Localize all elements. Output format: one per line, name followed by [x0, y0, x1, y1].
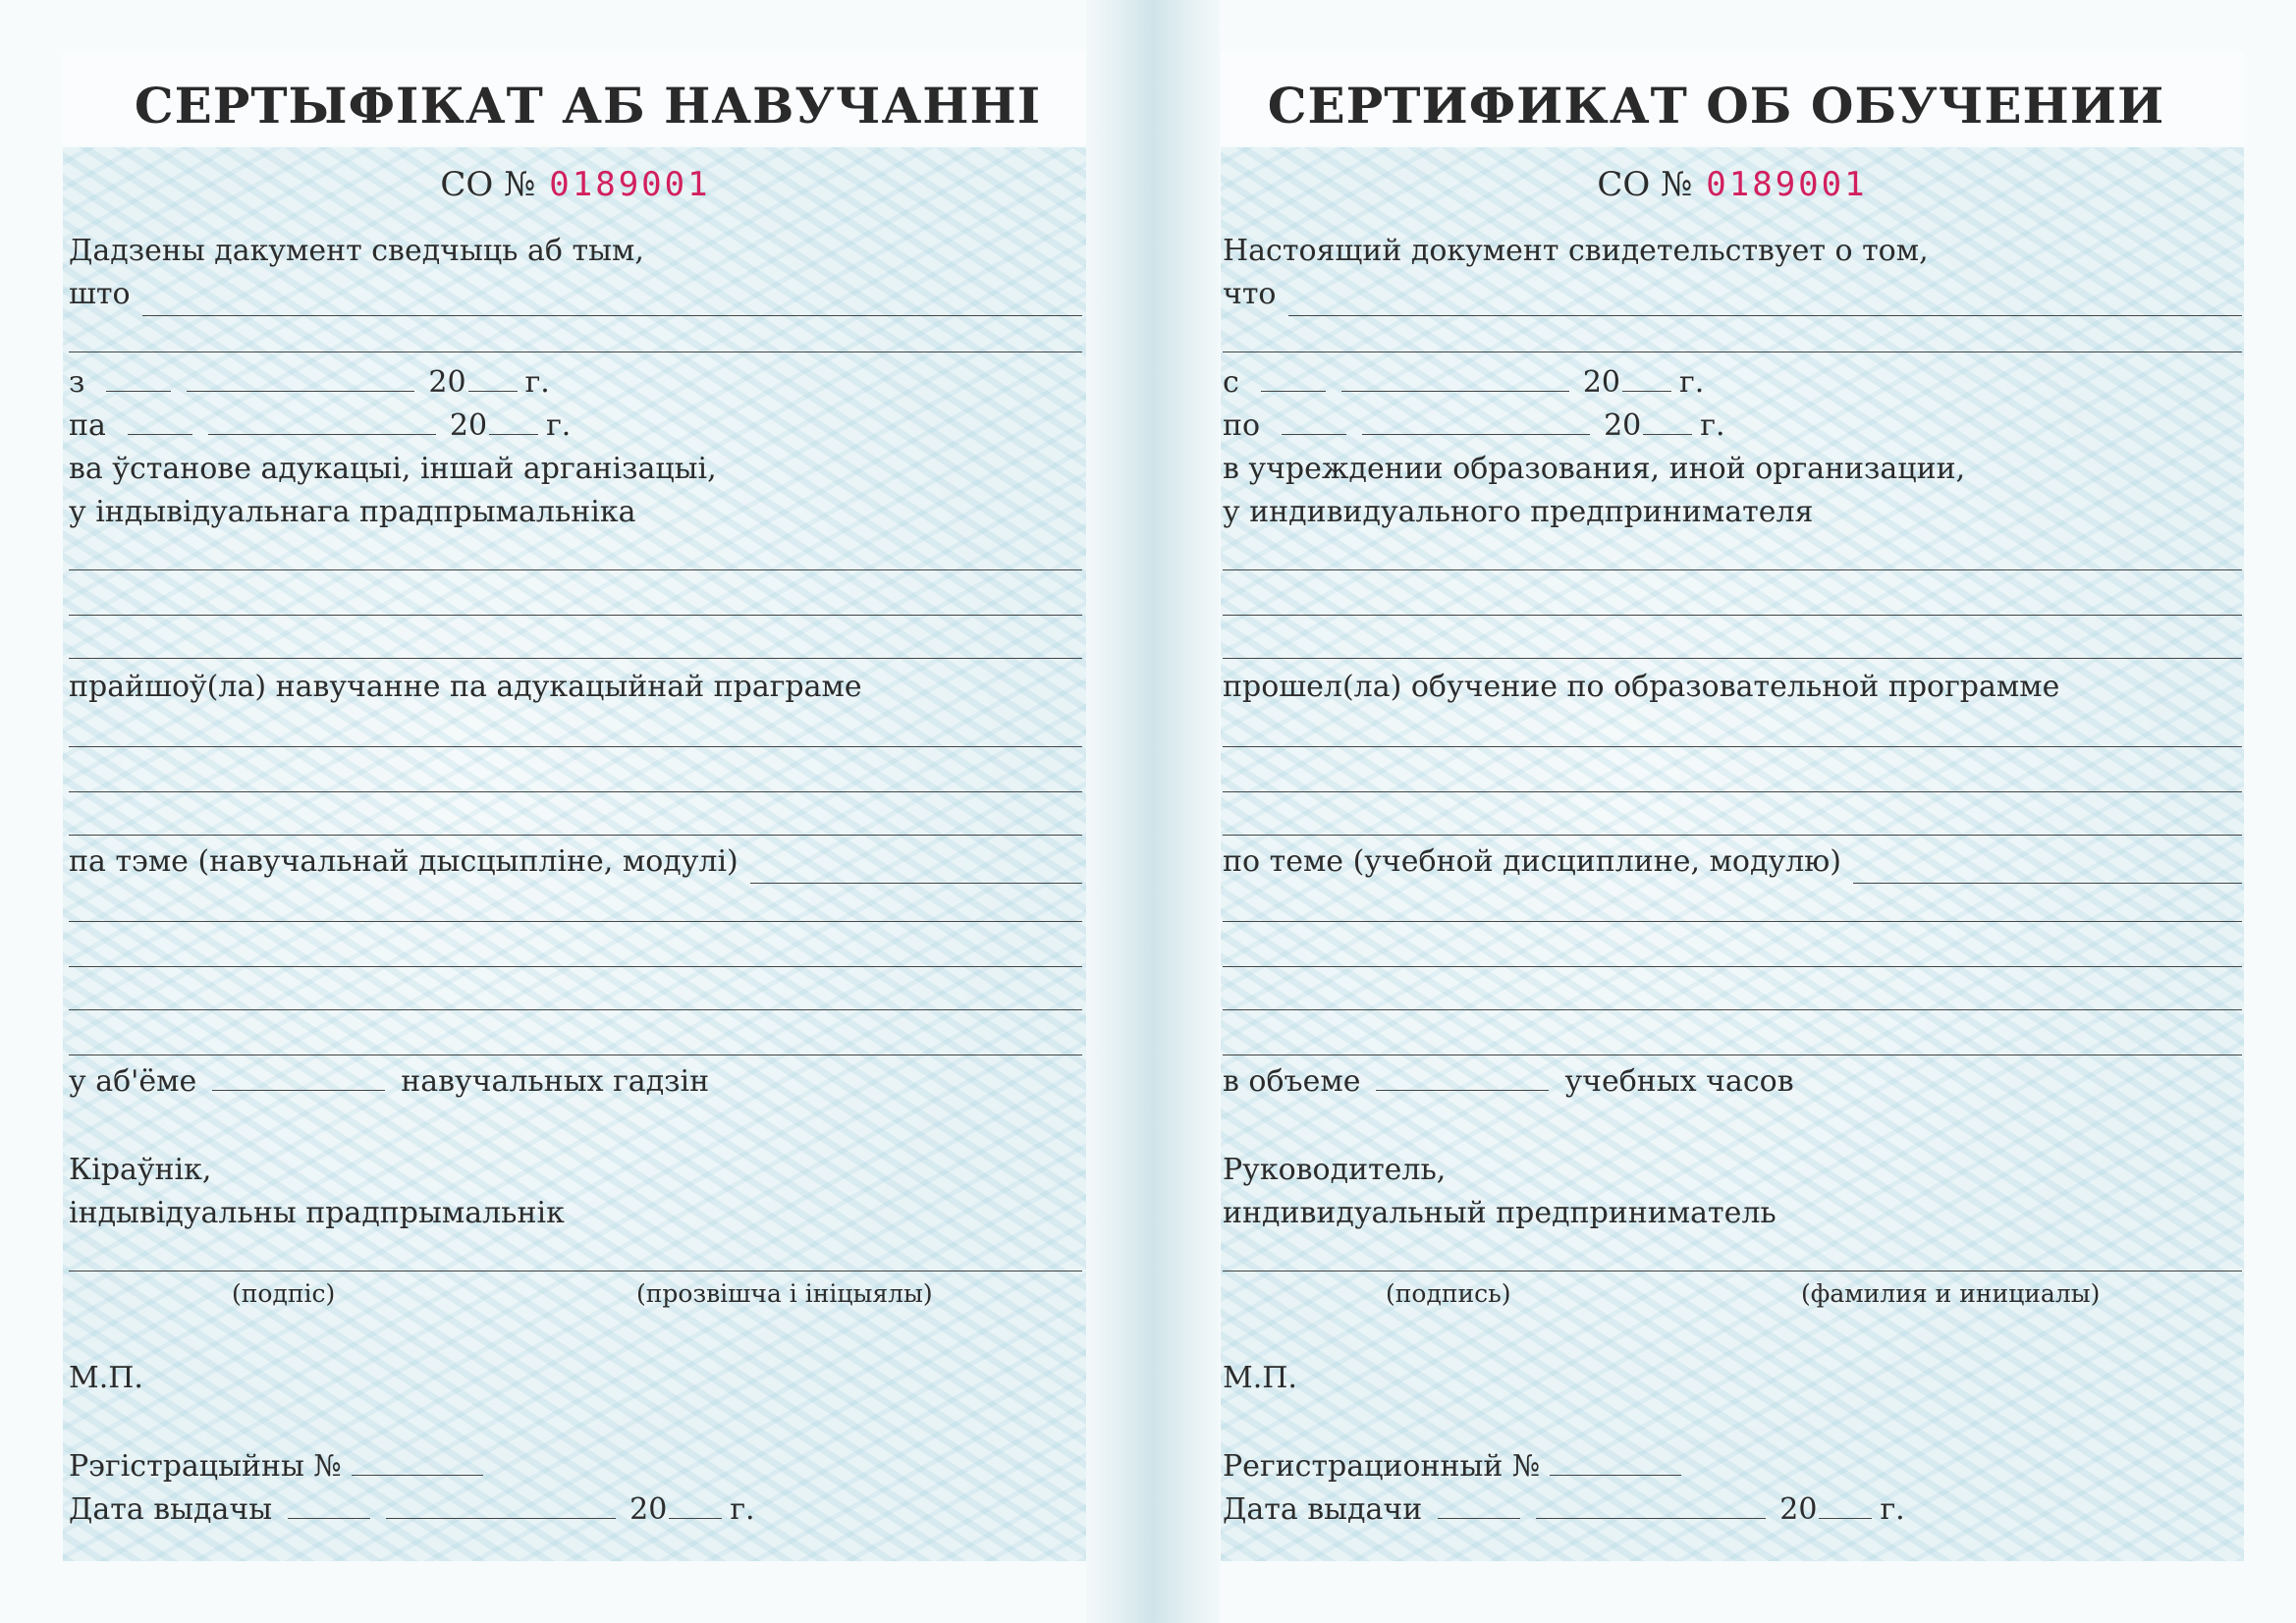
date-from-year-field[interactable] [1622, 361, 1671, 392]
date-to-label: па [69, 408, 106, 443]
head-title: Кіраўнік, [69, 1153, 212, 1187]
institution-field-1[interactable] [69, 569, 1082, 570]
seal-label: М.П. [1223, 1361, 1297, 1395]
certificate-number [1223, 163, 2242, 206]
date-to-year-prefix: 20 [1604, 408, 1642, 443]
certificate-number [69, 163, 1082, 206]
name-caption: (прозвішча і ініцыялы) [636, 1279, 933, 1308]
issue-year-prefix: 20 [1779, 1492, 1818, 1527]
registration-row [1223, 1445, 2242, 1488]
program-field-2[interactable] [1223, 791, 2242, 792]
date-to-day-field[interactable] [128, 405, 192, 435]
volume-row [69, 1060, 1082, 1104]
recipient-label: што [69, 277, 131, 311]
topic-field-4[interactable] [1223, 1009, 2242, 1010]
name-caption: (фамилия и инициалы) [1801, 1279, 2101, 1308]
volume-label: в объеме [1223, 1064, 1361, 1099]
issue-date-row [1223, 1488, 2242, 1532]
volume-suffix: учебных часов [1564, 1064, 1794, 1099]
topic-label: па тэме (навучальнай дысцыпліне, модулі) [69, 844, 738, 879]
issue-year-suffix: г. [1880, 1492, 1905, 1527]
topic-field-2[interactable] [1223, 921, 2242, 922]
date-from-month-field[interactable] [187, 361, 414, 392]
date-from-label: с [1223, 365, 1239, 400]
volume-row [1223, 1060, 2242, 1104]
program-field-3[interactable] [1223, 835, 2242, 836]
issue-date-row [69, 1488, 1082, 1532]
date-from-year-suffix: г. [1679, 365, 1705, 400]
recipient-name-field[interactable] [142, 286, 1082, 316]
issue-year-suffix: г. [730, 1492, 755, 1527]
head-title-2: индивидуальный предприниматель [1223, 1196, 1777, 1230]
volume-label: у аб'ёме [69, 1064, 197, 1099]
issue-year-prefix: 20 [629, 1492, 668, 1527]
date-from-row [1223, 361, 2242, 405]
date-to-year-field[interactable] [489, 405, 538, 435]
date-from-year-prefix: 20 [1582, 365, 1620, 400]
program-field-1[interactable] [1223, 746, 2242, 747]
date-to-year-prefix: 20 [449, 408, 488, 443]
recipient-row [69, 273, 1082, 316]
date-to-month-field[interactable] [1362, 405, 1590, 435]
program-field-1[interactable] [69, 746, 1082, 747]
recipient-row [1223, 273, 2242, 316]
institution-line-2: у індывідуальнага прадпрымальніка [69, 495, 636, 529]
number-prefix: СО № [1597, 165, 1693, 204]
topic-field-3[interactable] [69, 966, 1082, 967]
topic-field-3[interactable] [1223, 966, 2242, 967]
issue-year-field[interactable] [1819, 1488, 1872, 1519]
date-from-month-field[interactable] [1341, 361, 1569, 392]
date-from-row [69, 361, 1082, 405]
serial-number: 0189001 [549, 165, 711, 204]
date-to-year-suffix: г. [546, 408, 572, 443]
program-field-2[interactable] [69, 791, 1082, 792]
issue-day-field[interactable] [288, 1488, 370, 1519]
number-prefix: СО № [440, 165, 536, 204]
issue-month-field[interactable] [386, 1488, 616, 1519]
program-label: прайшоў(ла) навучанне па адукацыйнай праграме [69, 670, 862, 704]
date-from-year-field[interactable] [468, 361, 518, 392]
certificate-title: СЕРТЫФІКАТ АБ НАВУЧАННІ [134, 77, 1042, 135]
topic-row [69, 840, 1082, 884]
date-from-year-prefix: 20 [428, 365, 466, 400]
topic-field-4[interactable] [69, 1009, 1082, 1010]
signature-caption: (подпіс) [232, 1279, 336, 1308]
volume-suffix: навучальных гадзін [401, 1064, 710, 1099]
signature-caption: (подпись) [1386, 1279, 1511, 1308]
head-title-2: індывідуальны прадпрымальнік [69, 1196, 565, 1230]
seal-label: М.П. [69, 1361, 143, 1395]
date-to-day-field[interactable] [1282, 405, 1346, 435]
registration-number-field[interactable] [352, 1445, 483, 1476]
registration-label: Регистрационный № [1223, 1449, 1541, 1484]
registration-label: Рэгістрацыйны № [69, 1449, 342, 1484]
institution-field-2[interactable] [69, 615, 1082, 616]
registration-row [69, 1445, 1082, 1488]
institution-field-3[interactable] [1223, 658, 2242, 659]
recipient-label: что [1223, 277, 1277, 311]
date-to-label: по [1223, 408, 1261, 443]
date-from-year-suffix: г. [524, 365, 550, 400]
date-to-month-field[interactable] [208, 405, 436, 435]
hours-field[interactable] [1376, 1060, 1549, 1091]
date-from-label: з [69, 365, 85, 400]
registration-number-field[interactable] [1550, 1445, 1681, 1476]
issue-date-label: Дата выдачи [1223, 1492, 1423, 1527]
institution-field-1[interactable] [1223, 569, 2242, 570]
institution-line: ва ўстанове адукацыі, іншай арганізацыі, [69, 452, 717, 486]
institution-field-3[interactable] [69, 658, 1082, 659]
serial-number: 0189001 [1706, 165, 1868, 204]
date-to-row [69, 405, 1082, 448]
institution-field-2[interactable] [1223, 615, 2242, 616]
issue-date-label: Дата выдачы [69, 1492, 273, 1527]
institution-line: в учреждении образования, иной организации, [1223, 452, 1966, 486]
date-from-day-field[interactable] [1261, 361, 1326, 392]
intro-line: Настоящий документ свидетельствует о том, [1223, 234, 1929, 268]
hours-field[interactable] [212, 1060, 385, 1091]
topic-field[interactable] [750, 853, 1082, 884]
topic-row [1223, 840, 2242, 884]
institution-line-2: у индивидуального предпринимателя [1223, 495, 1814, 529]
date-to-year-suffix: г. [1700, 408, 1725, 443]
date-from-day-field[interactable] [106, 361, 171, 392]
head-title: Руководитель, [1223, 1153, 1447, 1187]
program-label: прошел(ла) обучение по образовательной программе [1223, 670, 2060, 704]
issue-month-field[interactable] [1536, 1488, 1766, 1519]
issue-day-field[interactable] [1438, 1488, 1520, 1519]
right-page [1148, 0, 2296, 1623]
certificate-title: СЕРТИФИКАТ ОБ ОБУЧЕНИИ [1267, 77, 2165, 135]
date-to-year-field[interactable] [1643, 405, 1692, 435]
date-to-row [1223, 405, 2242, 448]
program-field-3[interactable] [69, 835, 1082, 836]
topic-field[interactable] [1853, 853, 2242, 884]
issue-year-field[interactable] [669, 1488, 722, 1519]
certificate-body [1148, 0, 2296, 1623]
topic-label: по теме (учебной дисциплине, модулю) [1223, 844, 1841, 879]
topic-field-2[interactable] [69, 921, 1082, 922]
recipient-name-field[interactable] [1288, 286, 2243, 316]
intro-line: Дадзены дакумент сведчыць аб тым, [69, 234, 644, 268]
